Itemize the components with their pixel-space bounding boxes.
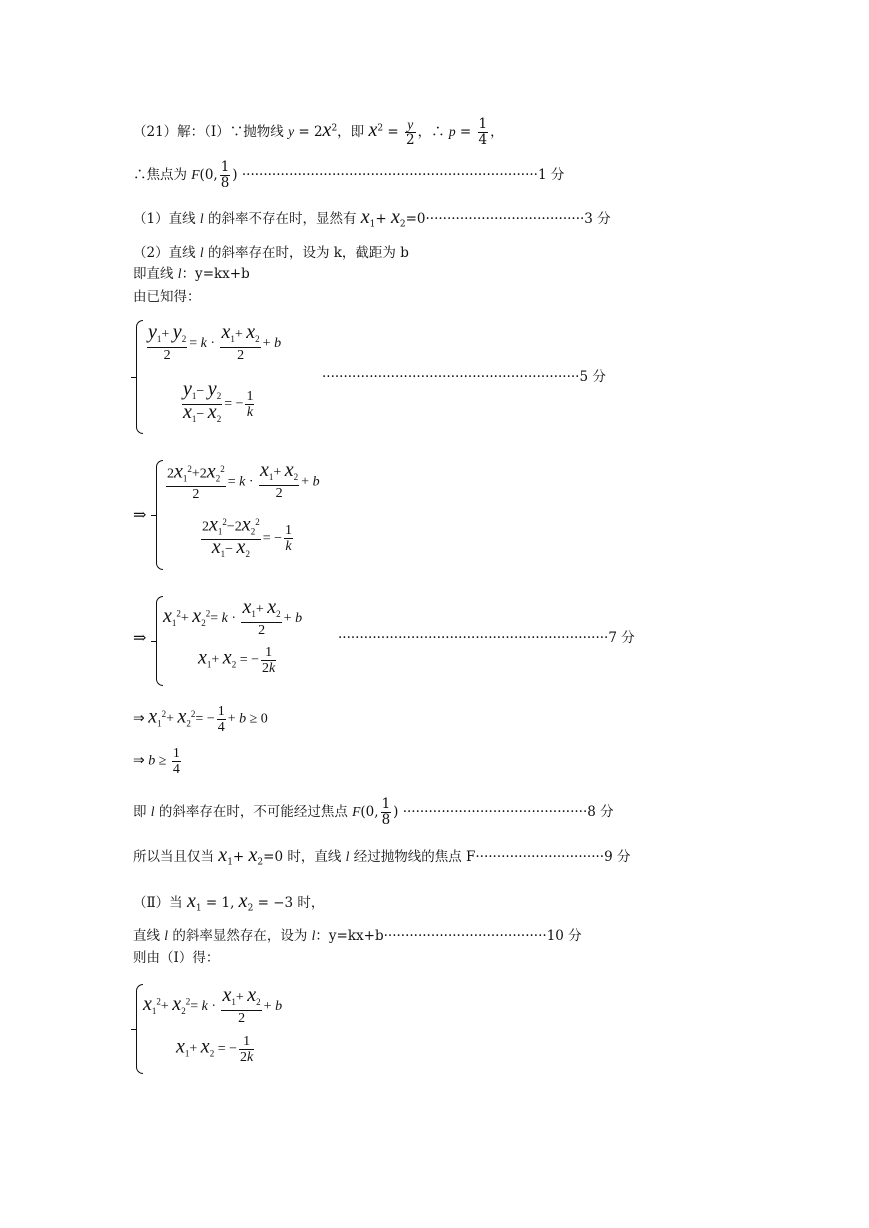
line-2-focus: ∴焦点为 F(0, $\frac{1}{8}$ ) ·····································································1 分 bbox=[133, 159, 565, 191]
system1-eq1: $\frac{y_1+ y_2}{2}$ = k · $\frac{x_1+ x_2}{2}$ + b bbox=[148, 321, 282, 363]
line-12: 直线 l 的斜率显然存在，设为 l：y=kx+b······································10 分 bbox=[133, 928, 582, 944]
dot-leader: ···························································· bbox=[322, 369, 580, 385]
dot-leader: ··········································· bbox=[402, 804, 588, 820]
system2-eq1: $\frac{2x_1^2+2x_2^2}{2}$ = k · $\frac{x_1+ x_2}{2}$ + b bbox=[167, 459, 320, 503]
line-5: 即直线 l：y=kx+b bbox=[133, 266, 250, 282]
dot-leader: ····································· bbox=[425, 211, 585, 227]
score-7: ·······························································7 分 bbox=[338, 630, 635, 646]
line-3: （1）直线 l 的斜率不存在时，显然有 $x_1+ x_2=0\cdot\cdot\cdot\cdot\cdot\cdot\cdot\cdot\cdot\cdot\cdot\cdot\cdot\cdot\cdot\cdot\cdot\cdot\cdot\cdot\cdot\cdot\cdot\cdot\cdot\cdot\cdot\cdot\cdot\cdot\cdot\cdot\cdot\cdot\cdot\cdot\cdot 3$ 分 bbox=[133, 206, 611, 230]
system2-eq2: $\frac{2x_1^2-2x_2^2}{x_1- x_2}$ = − $\frac{1}{k}$ bbox=[202, 513, 292, 560]
line-1: （21）解：（Ⅰ）∵抛物线 $y = 2x^2$，即 $x^2$ = $\frac{y}{2}$ ，∴ p = $\frac{1}{4}$ ， bbox=[133, 116, 504, 148]
system-brace bbox=[156, 596, 163, 686]
system-brace bbox=[156, 460, 163, 570]
system4-eq2: $x_1+ x_2$ = − $\frac{1}{2k}$ bbox=[176, 1034, 254, 1065]
system3-eq2: $x_1+ x_2$ = − $\frac{1}{2k}$ bbox=[198, 645, 276, 676]
score-5: ····························································5 分 bbox=[322, 369, 606, 385]
dot-leader: ····································································· bbox=[241, 167, 538, 183]
dot-leader: ······································ bbox=[383, 928, 547, 944]
line-6: 由已知得： bbox=[133, 289, 201, 305]
implication-1: ⇒ $x_1^2+ x_2^2=$ − $\frac{1}{4}$ + b ≥ 0 bbox=[133, 704, 268, 735]
system3-eq1: $x_1^2+ x_2^2= k$ · $\frac{x_1+ x_2}{2}$ + b bbox=[163, 596, 303, 638]
implies-arrow: ⇒ bbox=[133, 628, 147, 647]
dot-leader: ······························ bbox=[475, 849, 605, 865]
implies-arrow: ⇒ bbox=[133, 505, 147, 524]
system-brace bbox=[136, 320, 143, 434]
line-4: （2）直线 l 的斜率存在时，设为 k，截距为 b bbox=[133, 245, 409, 261]
system4-eq1: $x_1^2+ x_2^2= k$ · $\frac{x_1+ x_2}{2}$ + b bbox=[143, 984, 283, 1026]
system-brace bbox=[136, 984, 143, 1074]
line-9: 即 l 的斜率存在时，不可能经过焦点 F(0, $\frac{1}{8}$ ) ···········································8 分 bbox=[133, 796, 614, 828]
implication-2: ⇒ b ≥ $\frac{1}{4}$ bbox=[133, 746, 180, 777]
line-13: 则由（Ⅰ）得： bbox=[133, 950, 220, 966]
dot-leader: ······························································· bbox=[338, 630, 609, 646]
line-11: （Ⅱ）当 $x_1 = 1$, $x_2 = -3$ 时， bbox=[133, 890, 325, 914]
system1-eq2: $\frac{y_1- y_2}{x_1- x_2}$ = − $\frac{1}{k}$ bbox=[183, 378, 254, 424]
line-10: 所以当且仅当 $x_1+ x_2=0$ 时，直线 l 经过抛物线的焦点 F······························9 分 bbox=[133, 844, 631, 868]
